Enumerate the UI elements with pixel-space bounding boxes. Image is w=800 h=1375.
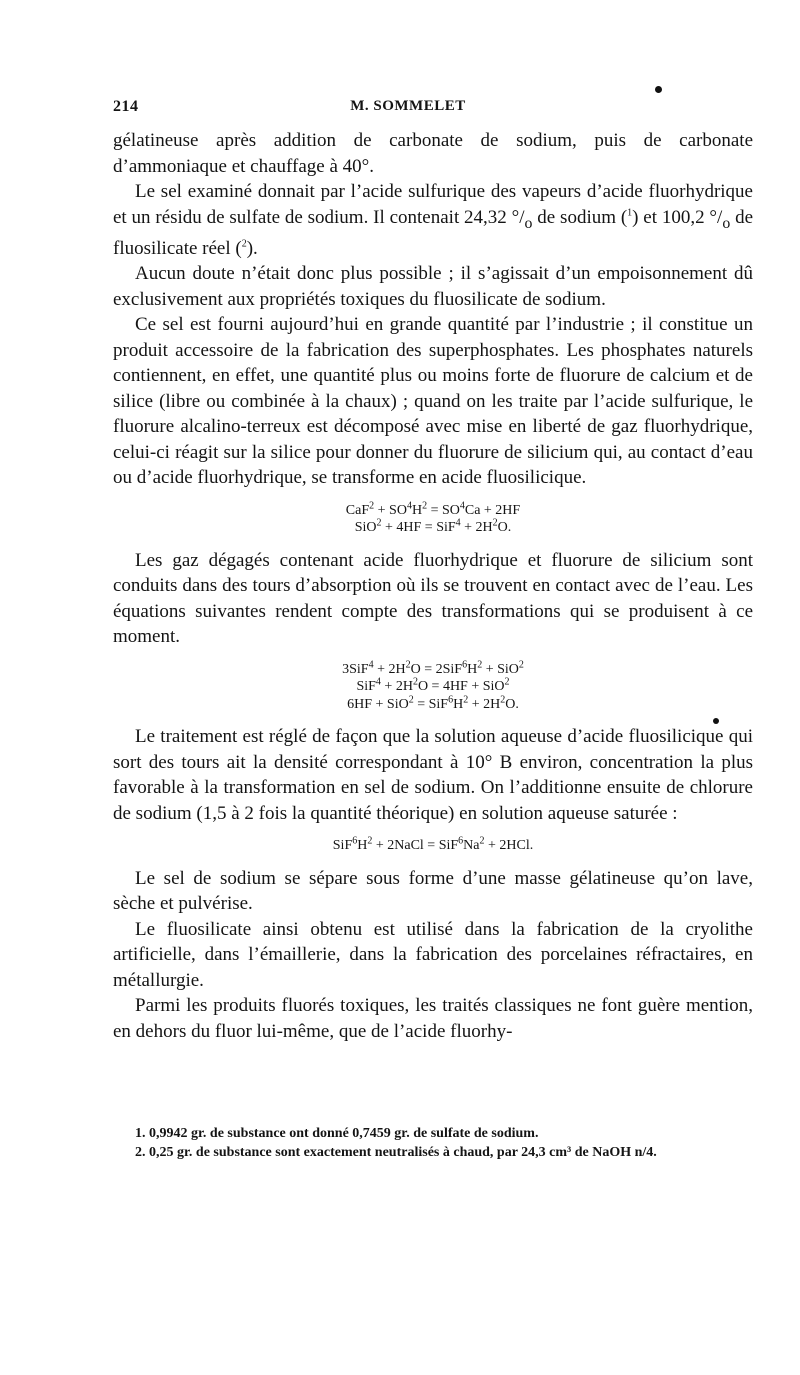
equation-block-2 <box>113 661 753 714</box>
paragraph-2: Le sel examiné donnait par l’acide sulfurique des vapeurs d’acide fluorhydrique et un résidu de sulfate de sodium. Il contenait 24,32 $^\circ/_o$ de sodium ($^1$) et 100,2 $^\circ/_o$ de fluosilicate réel ($^2$). <box>113 181 753 259</box>
footnote-2: 2. 0,25 gr. de substance sont exactement neutralisés à chaud, par 24,3 cm³ de NaOH n/4. <box>135 1145 657 1160</box>
paragraph-5: Les gaz dégagés contenant acide fluorhydrique et fluorure de silicium sont conduits dans des tours d’absorption où ils se trouvent en contact avec de l’eau. Les équations suivantes rendent compte des transformations qui se produisent à ce moment. <box>113 549 753 648</box>
paragraph-6: Le traitement est réglé de façon que la solution aqueuse d’acide fluosilicique qui sort des tours ait la densité correspondant à 10° B environ, concentration la plus favorable à la transformation en sel de sodium. On l’additionne ensuite de chlorure de sodium (1,5 à 2 fois la quantité théorique) en solution aqueuse saturée : <box>113 726 753 824</box>
page-number: 214 <box>113 98 139 115</box>
footnotes <box>113 1124 753 1162</box>
footnote-ref-1[interactable]: 1 <box>627 207 633 219</box>
paragraph-9: Parmi les produits fluorés toxiques, les traités classiques ne font guère mention, en dehors du fluor lui-même, que de l’acide fluorhy- <box>113 995 753 1042</box>
equation-block-3 <box>113 837 753 855</box>
footnote-1: 1. 0,9942 gr. de substance ont donné 0,7459 gr. de sulfate de sodium. <box>135 1126 539 1141</box>
equation: $6HF + SiO^2 = SiF^6H^2 + 2H^2O$. <box>347 694 519 712</box>
footnote-ref-2[interactable]: 2 <box>241 238 247 250</box>
ink-speck <box>655 86 662 93</box>
equation: $SiF^6H^2$ + 2NaCl = $SiF^6Na^2 + 2HCl$. <box>332 835 534 854</box>
paragraph-8: Le fluosilicate ainsi obtenu est utilisé dans la fabrication de la cryolithe artificielle, dans l’émaillerie, dans la fabrication des porcelaines réfractaires, en métallurgie. <box>113 918 753 991</box>
paragraph-3: Aucun doute n’était donc plus possible ; il s’agissait d’un empoisonnement dû exclusivement aux propriétés toxiques du fluosilicate de sodium. <box>113 263 753 310</box>
equation: $SiF^4 + 2H^2O = 4HF + SiO^2$ <box>356 676 510 695</box>
ink-speck <box>713 718 719 724</box>
paragraph-1: gélatineuse après addition de carbonate de sodium, puis de carbonate d’ammoniaque et chauffage à 40°. <box>113 130 753 177</box>
equation-block-1 <box>113 502 753 537</box>
main-text <box>113 128 753 1044</box>
running-title: M. SOMMELET <box>350 98 466 114</box>
equation: $CaF^2 + SO^4H^2 = SO^4Ca + 2HF$ <box>345 500 521 518</box>
paragraph-7: Le sel de sodium se sépare sous forme d’une masse gélatineuse qu’on lave, sèche et pulvérise. <box>113 867 753 915</box>
equation: $SiO^2 + 4HF = SiF^4 + 2H^2O$. <box>354 517 512 536</box>
equation: $3SiF^4 + 2H^2O = 2SiF^6H^2 + SiO^2$ <box>342 659 524 677</box>
paragraph-4: Ce sel est fourni aujourd’hui en grande quantité par l’industrie ; il constitue un produit accessoire de la fabrication des superphosphates. Les phosphates naturels contiennent, en effet, une quantité plus ou moins forte de fluorure de calcium et de silice (libre ou combinée à la chaux) ; quand on les traite par l’acide sulfurique, le fluorure alcalino-terreux est décomposé avec mise en liberté de gaz fluorhydrique, celui-ci réagit sur la silice pour donner du fluorure de silicium qui, au contact d’eau ou d’acide fluorhydrique, se transforme en acide fluosilicique. <box>113 314 753 489</box>
